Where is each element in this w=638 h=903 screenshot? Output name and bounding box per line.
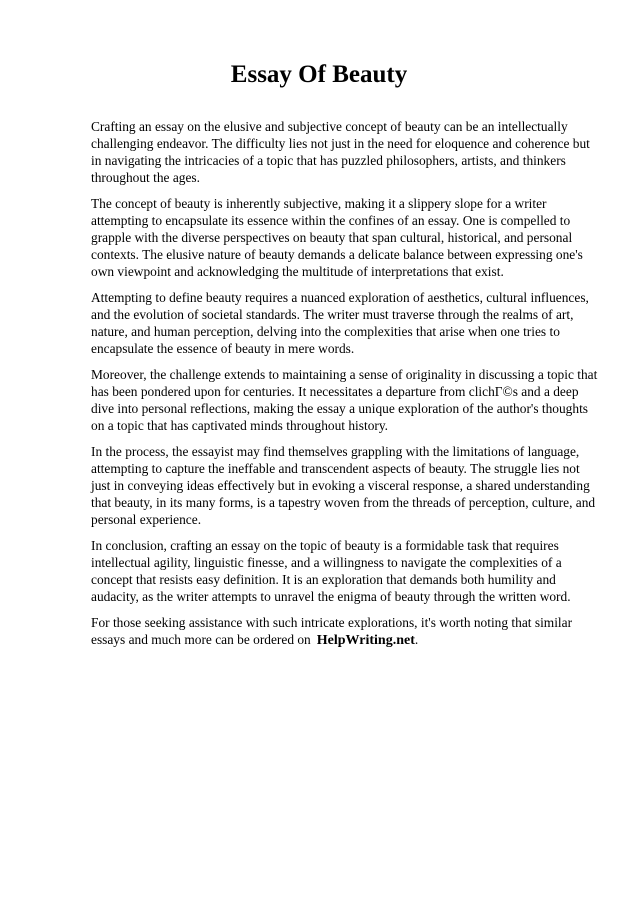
paragraph-1: Crafting an essay on the elusive and subjective concept of beauty can be an intellectually challenging endeavor. The difficulty lies not just in the need for eloquence and coherence but in navigating the intricacies of a topic that has puzzled philosophers, artists, and thinkers throughout the ages. — [91, 119, 590, 185]
paragraph-2: The concept of beauty is inherently subjective, making it a slippery slope for a writer attempting to encapsulate its essence within the confines of an essay. One is compelled to grapple with the diverse perspectives on beauty that span cultural, historical, and personal contexts. The elusive nature of beauty demands a delicate balance between expressing one's own viewpoint and acknowledging the multitude of interpretations that exist. — [91, 196, 583, 279]
helpwriting-link[interactable]: HelpWriting.net — [316, 633, 415, 648]
paragraph-6: In conclusion, crafting an essay on the topic of beauty is a formidable task that requires intellectual agility, linguistic finesse, and a willingness to navigate the complexities of a concept that resists easy definition. It is an exploration that demands both humility and audacity, as the writer attempts to unravel the enigma of beauty through the written word. — [91, 538, 571, 604]
closing-period: . — [414, 632, 419, 647]
essay-body — [91, 118, 601, 658]
paragraph-5: In the process, the essayist may find themselves grappling with the limitations of language, attempting to capture the ineffable and transcendent aspects of beauty. The struggle lies not just in conveying ideas effectively but in evoking a visceral response, a shared understanding that beauty, in its many forms, is a tapestry woven from the threads of perception, culture, and personal experience. — [91, 444, 596, 527]
page-title: Essay Of Beauty — [230, 61, 408, 88]
closing-text: For those seeking assistance with such intricate explorations, it's worth noting that similar essays and much more can be ordered on — [91, 615, 573, 647]
paragraph-4: Moreover, the challenge extends to maintaining a sense of originality in discussing a topic that has been pondered upon for centuries. It necessitates a departure from clichГ©s and a deep dive into personal reflections, making the essay a unique exploration of the author's thoughts on a topic that has captivated minds throughout history. — [91, 367, 598, 433]
paragraph-3: Attempting to define beauty requires a nuanced exploration of aesthetics, cultural influences, and the evolution of societal standards. The writer must traverse through the realms of art, nature, and human perception, delving into the complexities that arise when one tries to encapsulate the essence of beauty in mere words. — [91, 290, 589, 356]
closing-paragraph — [91, 614, 601, 649]
